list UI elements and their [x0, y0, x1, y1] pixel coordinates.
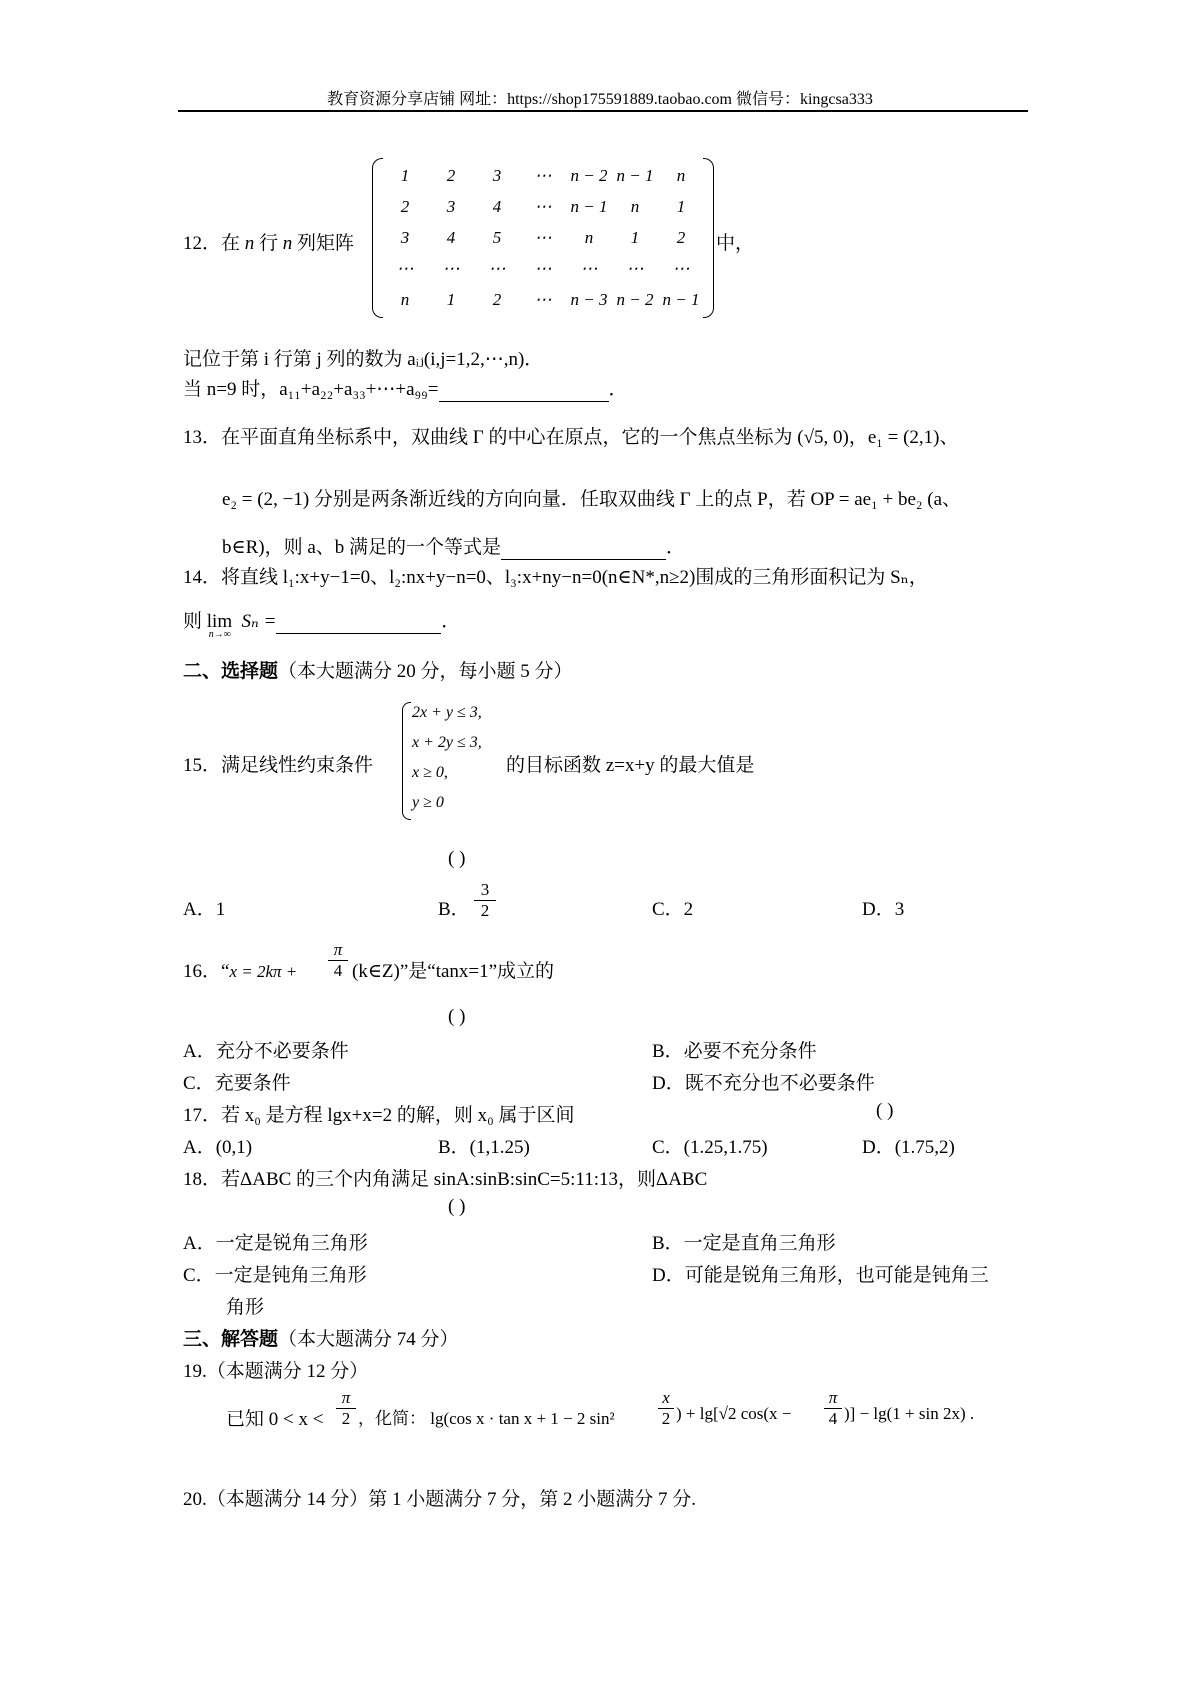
matrix-cell: ⋯ [396, 258, 414, 278]
matrix-cell: 2 [446, 165, 456, 185]
q17-answer-paren: ( ) [876, 1100, 894, 1121]
matrix-cell: 4 [446, 227, 456, 247]
q18-answer-paren: ( ) [448, 1196, 466, 1217]
q16-fraction [328, 940, 348, 981]
q14-lim-sub: n→∞ [208, 629, 231, 640]
q15-brace [402, 702, 411, 820]
q12-end: ． [608, 379, 628, 400]
q16-prefix: 16．“ [183, 961, 230, 982]
page-header: 教育资源分享店铺 网址：https://shop175591889.taobao.com 微信号：kingcsa333 [327, 91, 873, 108]
q17-option-d: D．(1.75,2) [862, 1137, 955, 1158]
matrix-cell: 2 [676, 227, 686, 247]
q15-constraint-system [402, 702, 502, 820]
section-3-heading [183, 1324, 459, 1351]
q12-stem [183, 228, 354, 255]
q19-fraction-1 [336, 1388, 356, 1429]
q18-option-d: D．可能是锐角三角形，也可能是钝角三 [652, 1265, 989, 1286]
q12-matrix [372, 158, 714, 318]
matrix-cell: 4 [492, 196, 502, 216]
q15-answer-paren: ( ) [448, 848, 466, 869]
q14-line1: 14．将直线 l₁:x+y−1=0、l₂:nx+y−n=0、l₃:x+ny−n=0(n∈N*,n≥2)围成的三角形面积记为 Sₙ， [183, 567, 928, 588]
matrix-cell: ⋯ [534, 165, 552, 185]
q17-stem: 17．若 x₀ 是方程 lgx+x=2 的解，则 x₀ 属于区间 [183, 1105, 575, 1126]
q13-answer-blank [501, 537, 666, 560]
q16-option-d: D．既不充分也不必要条件 [652, 1073, 875, 1094]
q12-prefix: 12．在 [183, 233, 241, 254]
q12-suffix: 中， [716, 233, 755, 254]
q14-end: ． [441, 611, 461, 632]
matrix-cell: 1 [676, 196, 686, 216]
q12-answer-blank [439, 379, 609, 402]
q18-option-c: C．一定是钝角三角形 [183, 1265, 367, 1286]
q19-p1: 已知 0 < x < [226, 1409, 324, 1430]
matrix-cell: n − 3 [570, 289, 608, 309]
frac-num: π [828, 1388, 838, 1407]
q14-line2 [183, 606, 461, 640]
q13-line3 [222, 532, 685, 560]
matrix-cell: n − 1 [662, 289, 700, 309]
matrix-cell: n − 2 [616, 289, 654, 309]
matrix-cell: n − 1 [616, 165, 654, 185]
matrix-cell: ⋯ [534, 196, 552, 216]
frac-den: 2 [480, 901, 490, 920]
q15-constraint-4: y ≥ 0 [412, 794, 444, 811]
q16-option-a: A．充分不必要条件 [183, 1041, 349, 1062]
matrix-cell: n − 1 [570, 196, 608, 216]
q16-expr: x = 2kπ + [229, 962, 298, 981]
matrix-cell: n [400, 289, 410, 309]
matrix-right-paren [703, 158, 714, 318]
matrix-cell: 2 [492, 289, 502, 309]
q18-option-b: B．一定是直角三角形 [652, 1233, 836, 1254]
q18-stem: 18．若ΔABC 的三个内角满足 sinA:sinB:sinC=5:11:13，则ΔABC [183, 1169, 708, 1190]
section-2-heading [183, 656, 573, 683]
q13-line2: e₂ = (2, −1) 分别是两条渐近线的方向向量．任取双曲线 Γ 上的点 P，若 OP = ae₁ + be₂ (a、 [222, 489, 962, 510]
q19-p3: ) + lg[√2 cos(x − [676, 1404, 792, 1423]
matrix-cell: 5 [492, 227, 502, 247]
q15-prefix: 15．满足线性约束条件 [183, 755, 374, 776]
matrix-cell: ⋯ [580, 258, 598, 278]
matrix-cell: 1 [446, 289, 456, 309]
q20-title: 20.（本题满分 14 分）第 1 小题满分 7 分，第 2 小题满分 7 分. [183, 1489, 697, 1510]
q15-constraint-2: x + 2y ≤ 3, [412, 734, 482, 751]
q12-line2: 记位于第 i 行第 j 列的数为 aᵢⱼ(i,j=1,2,⋯,n)． [183, 349, 544, 370]
q19-p4: )] − lg(1 + sin 2x) . [844, 1404, 975, 1423]
q12-n: n [244, 233, 255, 254]
q14-answer-blank [276, 611, 441, 634]
q15-option-b: B． [438, 899, 470, 920]
frac-num: 3 [480, 880, 490, 899]
q16-stem [183, 956, 297, 983]
frac-num: x [662, 1388, 670, 1407]
q16-option-b: B．必要不充分条件 [652, 1041, 817, 1062]
q15-option-d: D．3 [862, 899, 905, 920]
matrix-cell: n [676, 165, 686, 185]
matrix-cell: ⋯ [626, 258, 644, 278]
q13-line1: 13．在平面直角坐标系中，双曲线 Γ 的中心在原点，它的一个焦点坐标为 (√5, 0)，e₁ = (2,1)、 [183, 427, 959, 448]
matrix-cell: 2 [400, 196, 410, 216]
q15-suffix: 的目标函数 z=x+y 的最大值是 [506, 755, 755, 776]
q19-title: 19.（本题满分 12 分） [183, 1361, 369, 1382]
q12-line3 [183, 374, 628, 402]
matrix-cell: 3 [446, 196, 456, 216]
matrix-cell: 3 [492, 165, 502, 185]
matrix-cell: ⋯ [442, 258, 460, 278]
frac-den: 4 [333, 961, 343, 980]
q15-constraint-1: 2x + y ≤ 3, [412, 704, 482, 721]
q17-option-c: C．(1.25,1.75) [652, 1137, 768, 1158]
frac-num: π [333, 940, 343, 959]
q13-line3-text: b∈R)，则 a、b 满足的一个等式是 [222, 537, 501, 558]
q16-answer-paren: ( ) [448, 1006, 466, 1027]
q19-p2: ，化简： lg(cos x · tan x + 1 − 2 sin² [358, 1409, 615, 1428]
matrix-cell: ⋯ [534, 289, 552, 309]
q12-mid2: 列矩阵 [297, 233, 355, 254]
header-rule [178, 110, 1028, 112]
q13-end: ． [666, 537, 686, 558]
section-2-note: （本大题满分 20 分，每小题 5 分） [278, 661, 573, 682]
frac-den: 2 [341, 1409, 351, 1428]
q17-option-a: A．(0,1) [183, 1137, 253, 1158]
q12-n2: n [282, 233, 293, 254]
frac-den: 4 [828, 1409, 838, 1428]
section-3-note: （本大题满分 74 分） [278, 1329, 459, 1350]
matrix-cell: 1 [400, 165, 410, 185]
q15-option-a: A．1 [183, 899, 226, 920]
frac-num: π [341, 1388, 351, 1407]
matrix-cell: 3 [400, 227, 410, 247]
q15-option-c: C．2 [652, 899, 694, 920]
q14-lim [206, 611, 237, 640]
q16-option-c: C．充要条件 [183, 1073, 291, 1094]
matrix-cell: n − 2 [570, 165, 608, 185]
matrix-cell: n [584, 227, 594, 247]
q14-sn: Sₙ = [241, 611, 277, 632]
matrix-cell: ⋯ [534, 258, 552, 278]
matrix-cell: ⋯ [488, 258, 506, 278]
matrix-cell: ⋯ [534, 227, 552, 247]
q19-fraction-2 [658, 1388, 674, 1429]
matrix-cell: 1 [630, 227, 640, 247]
q18-option-a: A．一定是锐角三角形 [183, 1233, 368, 1254]
q17-option-b: B．(1,1.25) [438, 1137, 530, 1158]
q18-option-d-cont: 角形 [226, 1297, 265, 1318]
matrix-cell: n [630, 196, 640, 216]
q15-constraint-3: x ≥ 0, [412, 764, 448, 781]
q14-then: 则 [183, 611, 203, 632]
matrix-cell: ⋯ [672, 258, 690, 278]
section-3-title: 三、解答题 [183, 1329, 279, 1350]
q16-expr2: (k∈Z)”是“tanx=1”成立的 [352, 961, 555, 982]
section-2-title: 二、选择题 [183, 661, 279, 682]
matrix-grid [382, 160, 704, 315]
q14-lim-text: lim [206, 611, 233, 632]
q12-mid1: 行 [259, 233, 279, 254]
q15-option-b-fraction [474, 880, 496, 921]
q12-line3-text: 当 n=9 时，a₁₁+a₂₂+a₃₃+⋯+a₉₉= [183, 379, 439, 400]
frac-den: 2 [661, 1409, 671, 1428]
q19-fraction-3 [824, 1388, 842, 1429]
